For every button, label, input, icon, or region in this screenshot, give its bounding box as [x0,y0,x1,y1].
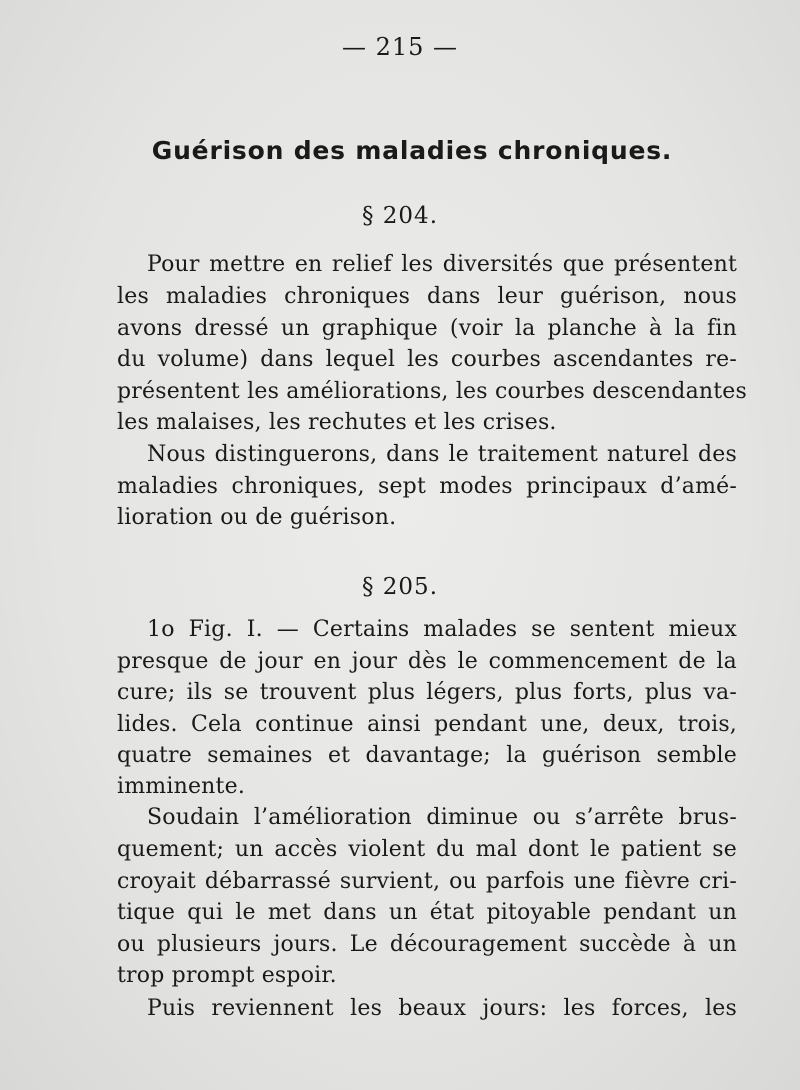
text-line: tique qui le met dans un état pitoyable pendant un [117,900,737,925]
text-line: croyait débarrassé survient, ou parfois une fièvre cri- [117,869,737,894]
text-line: les maladies chroniques dans leur guérison, nous [117,284,737,309]
text-line: Pour mettre en relief les diversités que présentent [147,252,737,277]
section-heading-204: § 204. [361,203,439,229]
text-line: cure; ils se trouvent plus légers, plus forts, plus va- [117,680,737,705]
text-line: Nous distinguerons, dans le traitement naturel des [147,442,737,467]
text-line: lides. Cela continue ainsi pendant une, deux, trois, [117,712,737,737]
text-line: avons dressé un graphique (voir la planche à la fin [117,316,737,341]
page-number: — 215 — [341,33,459,61]
text-line: presque de jour en jour dès le commencement de la [117,649,737,674]
section-heading-205: § 205. [361,574,439,600]
text-line: maladies chroniques, sept modes principaux d’amé- [117,474,737,499]
text-line: trop prompt espoir. [117,963,337,988]
text-line: Soudain l’amélioration diminue ou s’arrête brus- [147,805,737,830]
chapter-title: Guérison des maladies chroniques. [151,136,673,165]
text-line: 1o Fig. I. — Certains malades se sentent mieux [147,617,737,642]
text-line: quatre semaines et davantage; la guérison semble [117,743,737,768]
text-line: présentent les améliorations, les courbes descendantes [117,379,748,404]
text-line: Puis reviennent les beaux jours: les forces, les [147,996,737,1021]
text-line: imminente. [117,774,246,799]
text-line: les malaises, les rechutes et les crises. [117,410,557,435]
text-line: lioration ou de guérison. [117,505,397,530]
text-line: du volume) dans lequel les courbes ascendantes re- [117,347,737,372]
text-line: quement; un accès violent du mal dont le patient se [117,837,737,862]
text-line: ou plusieurs jours. Le découragement succède à un [117,932,737,957]
